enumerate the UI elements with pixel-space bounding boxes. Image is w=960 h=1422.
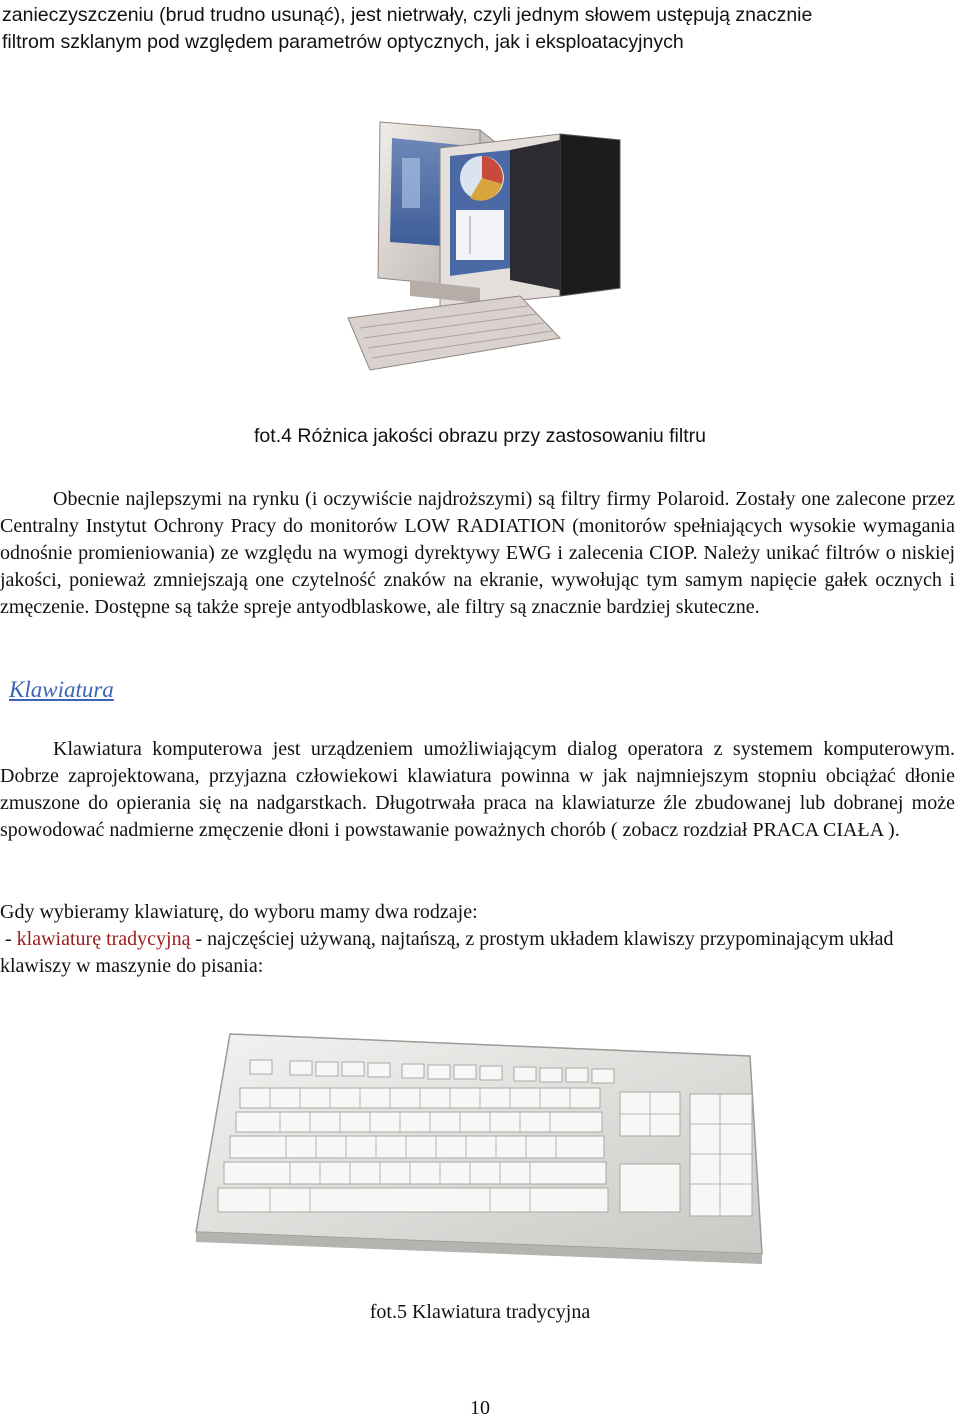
types-intro-line: Gdy wybieramy klawiaturę, do wyboru mamy dwa rodzaje: [0,901,478,923]
paragraph-polaroid [0,486,955,621]
page-number: 10 [470,1397,490,1419]
section-heading-klawiatura[interactable]: Klawiatura [9,677,114,702]
figure-5-caption: fot.5 Klawiatura tradycyjna [369,1301,591,1323]
traditional-keyboard-link[interactable]: klawiaturę tradycyjną [16,928,191,950]
paragraph-keyboard [0,736,955,844]
intro-line-2: filtrom szklanym pod względem parametrów optycznych, jak i eksploatacyjnych [2,31,684,53]
figure-4-caption: fot.4 Różnica jakości obrazu przy zastosowaniu filtru [254,425,706,447]
paragraph-keyboard-text: Klawiatura komputerowa jest urządzeniem umożliwiającym dialog operatora z systemem komputerowym. Dobrze zaprojektowana, przyjazna człowiekowi klawiatura powinna w jak najmniejszym stopniu obciążać dłonie zmuszone do opierania się na nadgarstkach. Długotrwała praca na klawiaturze źle zbudowanej lub dobranej może spowodować nadmierne zmęczenie dłoni i powstawanie poważnych chorób ( zobacz rozdział PRACA CIAŁA ). [0,738,955,841]
types-item-traditional: - klawiaturę tradycyjną - najczęściej używaną, najtańszą, z prostym układem klawiszy przypominającym układ klawiszy w maszynie do pisania: [0,928,894,977]
monitor-filter-photo [330,118,630,378]
paragraph-polaroid-text: Obecnie najlepszymi na rynku (i oczywiście najdroższymi) są filtry firmy Polaroid. Zostały one zalecone przez Centralny Instytut Ochrony Pracy do monitorów LOW RADIATION (monitorów spełniających wysokie wymagania odnośnie promieniowania) ze względu na wymogi dyrektywy EWG i zalecenia CIOP. Należy unikać filtrów o niskiej jakości, ponieważ zmniejszają one czytelność znaków na ekranie, wywołując tym samym napięcie gałek ocznych i zmęczenie. Dostępne są także spreje antyodblaskowe, ale filtry są znacznie bardziej skuteczne. [0,488,955,618]
intro-text [2,2,952,56]
intro-line-1: zanieczyszczeniu (brud trudno usunąć), jest nietrwały, czyli jednym słowem ustępują znacznie [2,4,813,26]
paragraph-types [0,899,955,980]
traditional-keyboard-photo [190,1014,770,1274]
